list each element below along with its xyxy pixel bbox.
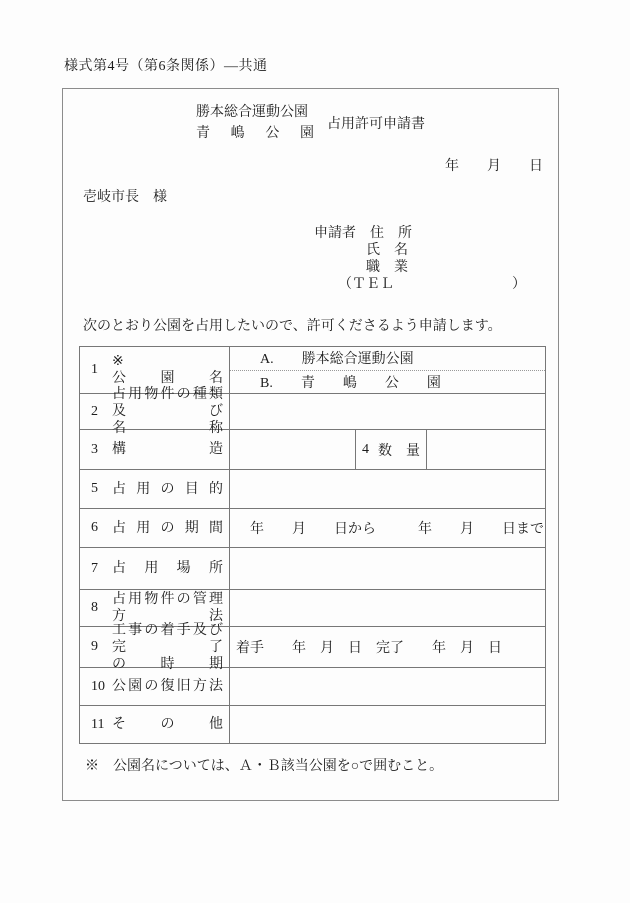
row6-label: 占用の期間 <box>112 520 223 536</box>
form-title <box>63 102 558 144</box>
row1-mark: ※ <box>112 354 124 369</box>
application-table <box>79 346 546 744</box>
row11-label-cell <box>80 706 230 743</box>
quantity-label: 数量 <box>378 443 420 459</box>
table-row-restoration <box>80 667 545 705</box>
row9-label-line2: の時期 <box>112 656 223 672</box>
row-number: 2 <box>91 403 98 419</box>
park-option-b: B. 青 嶋 公 園 <box>260 375 441 391</box>
row-number: 8 <box>91 600 98 615</box>
table-row-purpose <box>80 469 545 508</box>
row6-value-cell: 年 月 日から 年 月 日まで <box>250 522 544 537</box>
park-option-a: A. 勝本総合運動公園 <box>260 352 414 368</box>
table-row-management <box>80 589 545 626</box>
title-park-b: 青嶋公園 <box>196 126 314 141</box>
row-number: 3 <box>91 441 98 457</box>
row10-label-cell <box>80 668 230 705</box>
row9-label-cell <box>80 622 230 672</box>
row10-label: 公園の復旧方法 <box>112 679 223 694</box>
row5-label-cell <box>80 470 230 508</box>
row11-label: その他 <box>112 717 223 732</box>
row-number: 6 <box>91 520 98 535</box>
row-number: 4 <box>362 441 369 457</box>
row-number: 5 <box>91 481 98 496</box>
title-park-a: 勝本総合運動公園 <box>196 105 308 120</box>
row2-value-cell <box>230 394 545 429</box>
addressee: 壱岐市長 様 <box>83 190 167 205</box>
form-style-label: 様式第4号（第6条関係）―共通 <box>64 59 268 74</box>
row8-label: 占用物件の管理方法 <box>112 592 223 624</box>
footnote: ※ 公園名については、Ａ・Ｂ該当公園を○で囲むこと。 <box>85 759 444 774</box>
tel-close: ） <box>512 277 526 292</box>
row-number: 7 <box>91 560 98 576</box>
table-row-location <box>80 547 545 589</box>
row7-value-cell <box>230 548 545 589</box>
applicant-name-line: 氏 名 <box>366 243 408 258</box>
row2-label-cell <box>80 387 230 436</box>
row11-value-cell <box>230 706 545 743</box>
row-number: 10 <box>91 678 105 694</box>
form-border-box <box>62 88 559 801</box>
row5-label: 占用の目的 <box>112 481 223 497</box>
row8-value-cell <box>230 590 545 626</box>
quantity-value-cell <box>427 430 545 469</box>
row-number: 11 <box>91 716 105 732</box>
row7-label: 占用場所 <box>112 561 223 576</box>
row10-value-cell <box>230 668 545 705</box>
row-number: 1 <box>91 362 98 377</box>
title-doc-name: 占用許可申請書 <box>327 117 425 132</box>
structure-value-cell <box>230 430 356 469</box>
table-row-structure-quantity <box>80 429 545 469</box>
table-row-period <box>80 508 545 547</box>
row1-label: 公園名 <box>112 371 223 386</box>
row-number: 9 <box>91 639 98 654</box>
table-row-construction-time <box>80 622 545 672</box>
quantity-label-cell <box>356 430 427 469</box>
applicant-section <box>314 225 526 293</box>
row7-label-cell <box>80 548 230 589</box>
row2-label-line2: 名称 <box>112 421 223 436</box>
table-row-other <box>80 705 545 743</box>
row3-label: 構造 <box>112 442 223 457</box>
tel-open: （ＴＥＬ <box>338 277 394 292</box>
applicant-tel-line <box>314 276 526 293</box>
row5-value-cell <box>230 470 545 508</box>
row6-label-cell <box>80 509 230 547</box>
row9-value-cell: 着手 年 月 日 完了 年 月 日 <box>236 641 502 656</box>
park-name-options <box>230 347 545 393</box>
title-park-names <box>196 102 314 144</box>
row2-label-line1: 占用物件の種類及び <box>112 387 223 419</box>
date-line: 年 月 日 <box>445 159 543 174</box>
row9-label-line1: 工事の着手及び完了 <box>112 622 223 655</box>
row3-label-cell <box>80 430 230 469</box>
table-row-object-type <box>80 387 545 436</box>
applicant-address-line: 申請者 住 所 <box>314 226 412 241</box>
intro-sentence: 次のとおり公園を占用したいので、許可くださるよう申請します。 <box>83 319 502 334</box>
applicant-occupation-line: 職 業 <box>366 260 408 275</box>
